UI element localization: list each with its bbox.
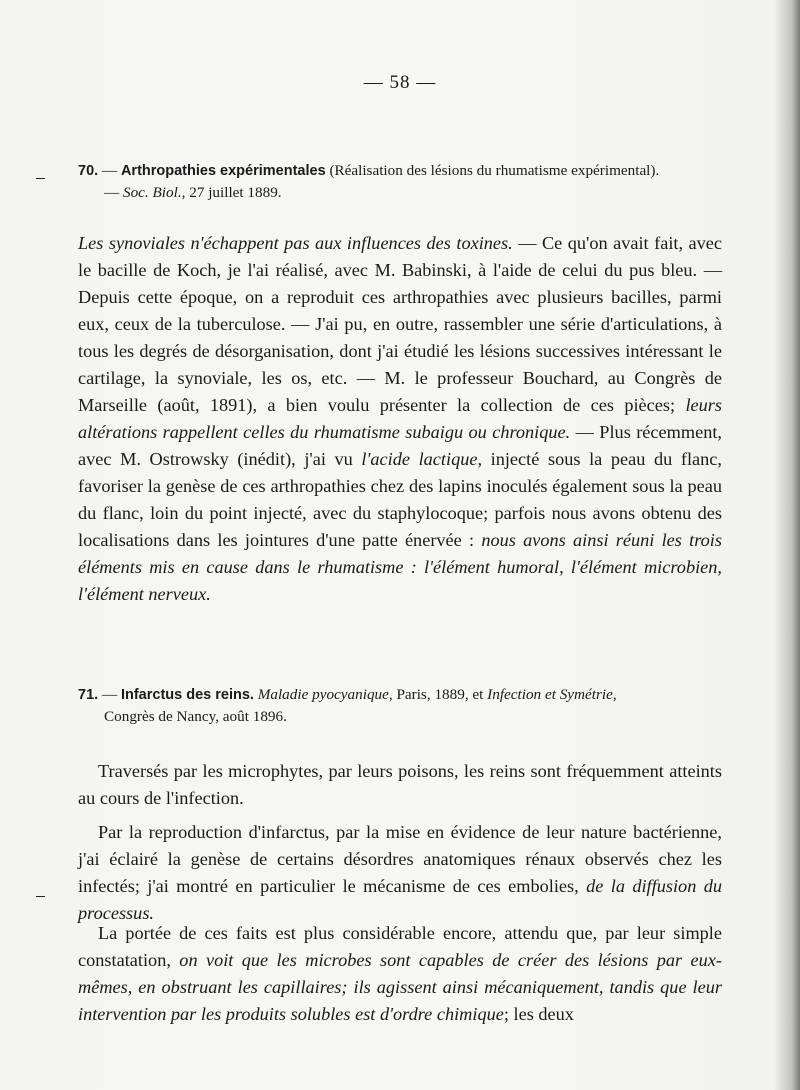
entry-source: Soc. Biol. [122, 184, 182, 201]
paragraph-reins-intro: Traversés par les microphytes, par leurs poisons, les reins sont fréquemment atteints au cours de l'infection. [78, 761, 722, 808]
paragraph-portee [78, 920, 722, 1028]
body-text: La portée de ces faits est plus considérable encore, attendu que, par leur simple constatation, [78, 923, 722, 970]
entry-venue: Congrès de Nancy, août 1896. [104, 708, 287, 725]
page-edge-shadow [774, 0, 800, 1090]
italic-phrase: on voit que les microbes sont capables de créer des lésions par eux-mêmes, en obstruant les capillaires; ils agissent ainsi mécaniquement, tandis que leur intervention par les produits solubles est d'ordre chimique [78, 950, 722, 1024]
entry-source: Infection et Symétrie, [487, 686, 617, 703]
margin-mark [36, 178, 45, 179]
body-text: ; les deux [503, 1004, 574, 1024]
entry-dash: — [101, 686, 118, 703]
paragraph-arthropathies [78, 230, 722, 608]
entry-title: Arthropathies expérimentales [120, 163, 326, 179]
entry-description: (Réalisation des lésions du rhumatisme expérimental). [329, 162, 660, 179]
paragraph-infarctus [78, 819, 722, 927]
body-text: — Plus récemment, avec M. Ostrowsky (inédit), j'ai vu [78, 422, 722, 469]
entry-date: , 27 juillet 1889. [181, 184, 282, 201]
margin-mark [36, 896, 45, 897]
entry-number: 71. [78, 687, 99, 703]
page-number: — 58 — [363, 72, 437, 93]
entry-source: Maladie pyocyanique, [257, 686, 393, 703]
italic-phrase: de la diffusion du processus. [78, 876, 722, 923]
body-text: — Ce qu'on avait fait, avec le bacille de Koch, je l'ai réalisé, avec M. Babinski, à l'aide de celui du pus bleu. — Depuis cette époque, on a reproduit ces arthropathies avec plusieurs bacilles, parmi eux, ceux de la tuberculose. — J'ai pu, en outre, rassembler une série d'articulations, à tous les degrés de désorganisation, dont j'ai étudié les lésions successives intéressant le cartilage, la synoviale, les os, etc. — M. le professeur Bouchard, au Congrès de Marseille (août, 1891), a bien voulu présenter la collection de ces pièces; [78, 233, 723, 415]
bibliography-entry-71 [78, 684, 728, 728]
italic-phrase: l'acide lactique, [361, 449, 483, 469]
entry-text: Paris, 1889, et [392, 686, 488, 703]
entry-number: 70. [78, 163, 99, 179]
entry-dash: — [101, 162, 118, 179]
body-text: Par la reproduction d'infarctus, par la mise en évidence de leur nature bactérienne, j'ai éclairé la genèse de certains désordres anatomiques rénaux observés chez les infectés; j'ai montré en particulier le mécanisme de ces embolies, [78, 822, 722, 896]
italic-phrase: leurs altérations rappellent celles du rhumatisme subaigu ou chronique. [78, 395, 722, 442]
bibliography-entry-70 [78, 160, 728, 204]
italic-phrase: nous avons ainsi réuni les trois éléments mis en cause dans le rhumatisme : l'élément humoral, l'élément microbien, l'élément nerveux. [78, 530, 722, 604]
body-text: injecté sous la peau du flanc, favoriser la genèse de ces arthropathies chez des lapins inoculés également sous la peau du flanc, loin du point injecté, avec du staphylocoque; parfois nous avons obtenu des localisations dans les jointures d'une patte énervée : [78, 449, 722, 550]
entry-dash: — [104, 184, 120, 201]
entry-title: Infarctus des reins. [120, 687, 254, 703]
italic-phrase: Les synoviales n'échappent pas aux influences des toxines. [78, 233, 513, 253]
